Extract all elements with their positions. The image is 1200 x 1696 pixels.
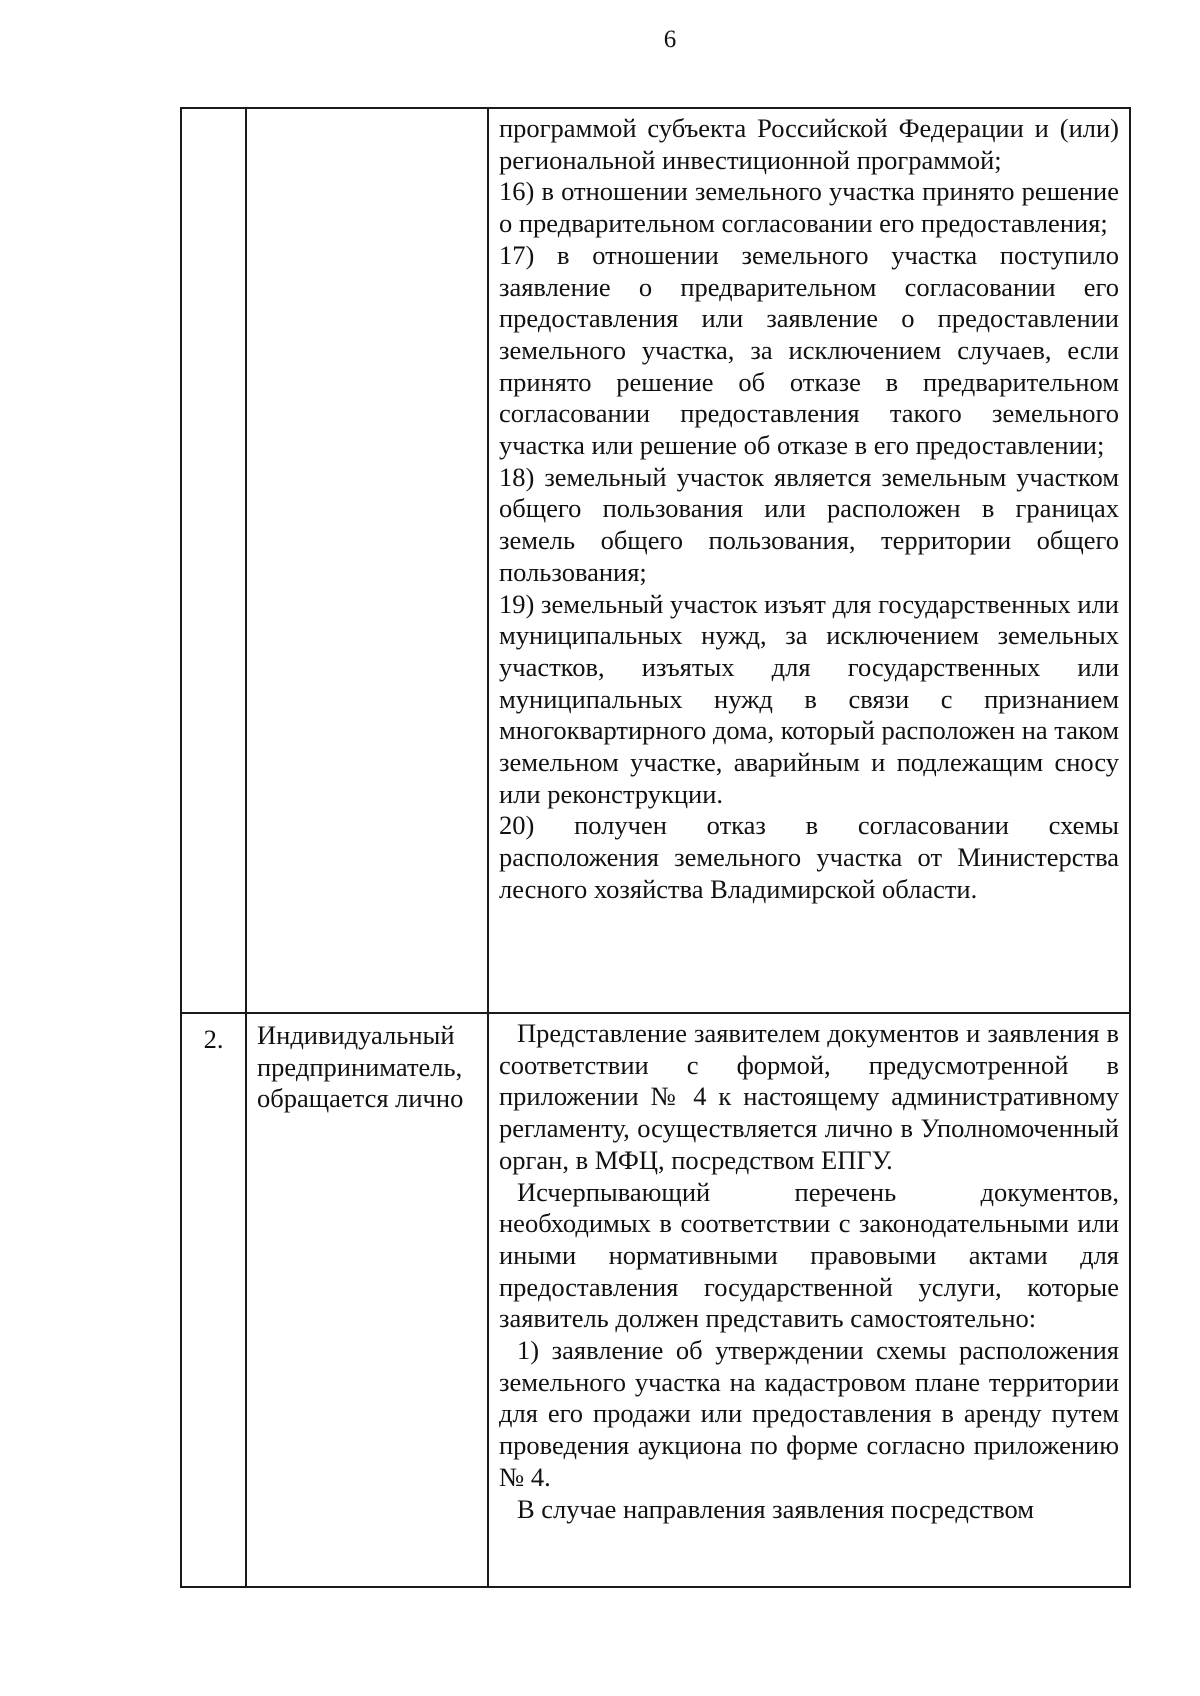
table-row	[181, 108, 1130, 1013]
description-cell	[488, 1013, 1130, 1587]
row-number	[182, 109, 245, 119]
row-number: 2.	[203, 1024, 224, 1054]
description-text	[489, 109, 1129, 906]
paragraph: Исчерпывающий перечень документов, необходимых в соответствии с законодательными или иными нормативными правовыми актами для предоставления государственной услуги, которые заявитель должен представить самостоятельно:	[499, 1176, 1119, 1334]
applicant-cell	[246, 108, 488, 1013]
description-cell	[488, 108, 1130, 1013]
paragraph: 16) в отношении земельного участка принято решение о предварительном согласовании его предоставления;	[499, 176, 1119, 239]
row-number-cell	[181, 1013, 246, 1587]
paragraph: В случае направления заявления посредством	[517, 1493, 1035, 1524]
description-text	[489, 1014, 1129, 1525]
page-number: 6	[663, 26, 677, 53]
regulation-table	[180, 107, 1131, 1588]
paragraph: программой субъекта Российской Федерации и (или) региональной инвестиционной программой;	[499, 113, 1119, 175]
applicant-category	[247, 109, 487, 115]
paragraph: Представление заявителем документов и заявления в соответствии с формой, предусмотренной в приложении № 4 к настоящему административному регламенту, осуществляется лично в Уполномоченный орган, в МФЦ, посредством ЕПГУ.	[499, 1018, 1119, 1175]
paragraph: 19) земельный участок изъят для государственных или муниципальных нужд, за исключением земельных участков, изъятых для государственных или муниципальных нужд в связи с признанием многоквартирного дома, который расположен на таком земельном участке, аварийным и подлежащим сносу или реконструкции.	[499, 588, 1119, 809]
paragraph: 17) в отношении земельного участка поступило заявление о предварительном согласовании его предоставления или заявление о предоставлении земельного участка, за исключением случаев, если принято решение об отказе в предварительном согласовании предоставления такого земельного участка или решение об отказе в его предоставлении;	[499, 239, 1119, 461]
applicant-category: Индивидуальный предприниматель, обращается лично	[257, 1020, 464, 1114]
table-row	[181, 1013, 1130, 1587]
row-number-cell	[181, 108, 246, 1013]
paragraph: 1) заявление об утверждении схемы расположения земельного участка на кадастровом плане территории для его продажи или предоставления в аренду путем проведения аукциона по форме согласно приложению № 4.	[499, 1335, 1119, 1492]
applicant-cell	[246, 1013, 488, 1587]
paragraph: 18) земельный участок является земельным участком общего пользования или расположен в границах земель общего пользования, территории общего пользования;	[499, 461, 1119, 587]
paragraph: 20) получен отказ в согласовании схемы расположения земельного участка от Министерства лесного хозяйства Владимирской области.	[499, 810, 1119, 904]
